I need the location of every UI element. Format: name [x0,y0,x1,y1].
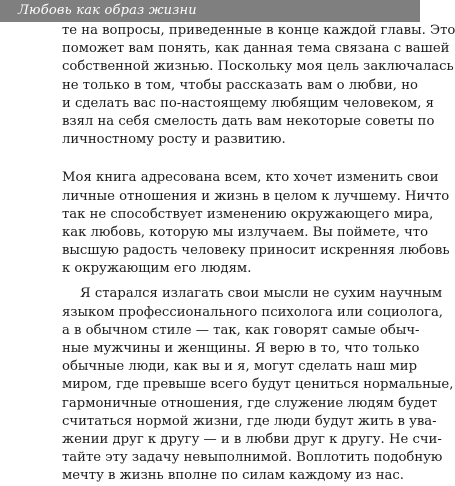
paragraph-2 [62,169,450,278]
text-line: не только в том, чтобы рассказать вам о любви, но [62,77,418,93]
paragraph-gap [62,278,358,285]
running-head-bar [0,0,420,22]
text-line: как любовь, которую мы излучаем. Вы поймете, что [62,224,429,240]
text-line: Я старался излагать свои мысли не сухим научным [80,286,443,302]
text-line: жении друг к другу — и в любви друг к другу. Не счи- [62,431,442,447]
paragraph-1 [62,22,455,149]
text-line: и сделать вас по-настоящему любящим человеком, я [62,95,434,111]
text-line: к окружающим его людям. [62,261,252,277]
text-line: обычные люди, как вы и я, могут сделать наш мир [62,359,418,375]
running-head-title: Любовь как образ жизни [18,3,197,18]
text-line: мечту в жизнь вполне по силам каждому из нас. [62,468,404,484]
text-line: Моя книга адресована всем, кто хочет изменить свои [62,170,439,186]
text-line: взял на себя смелость дать вам некоторые советы по [62,113,435,129]
body-text [62,22,455,486]
text-line: гармоничные отношения, где служение людям будет [62,395,438,411]
text-line: личностному росту и развитию. [62,132,286,148]
text-line: те на вопросы, приведенные в конце каждой главы. Это [62,23,455,38]
text-line: тайте эту задачу невыполнимой. Воплотить подобную [62,450,443,466]
paragraph-gap [62,149,358,169]
paragraph-3 [62,285,454,485]
text-line: высшую радость человеку приносит искренняя любовь [62,243,450,259]
text-line: считаться нормой жизни, где люди будут жить в ува- [62,413,437,429]
text-line: миром, где превыше всего будут цениться нормальные, [62,377,454,393]
text-line: ные мужчины и женщины. Я верю в то, что только [62,341,420,356]
text-line: собственной жизнью. Поскольку моя цель заключалась [62,59,454,75]
text-line: личные отношения и жизнь в целом к лучшему. Ничто [62,188,450,204]
text-line: языком профессионального психолога или социолога, [62,304,444,320]
text-line: так не способствует изменению окружающего мира, [62,206,434,222]
text-line: а в обычном стиле — так, как говорят самые обыч- [62,322,420,338]
text-line: поможет вам понять, как данная тема связана с вашей [62,41,450,57]
